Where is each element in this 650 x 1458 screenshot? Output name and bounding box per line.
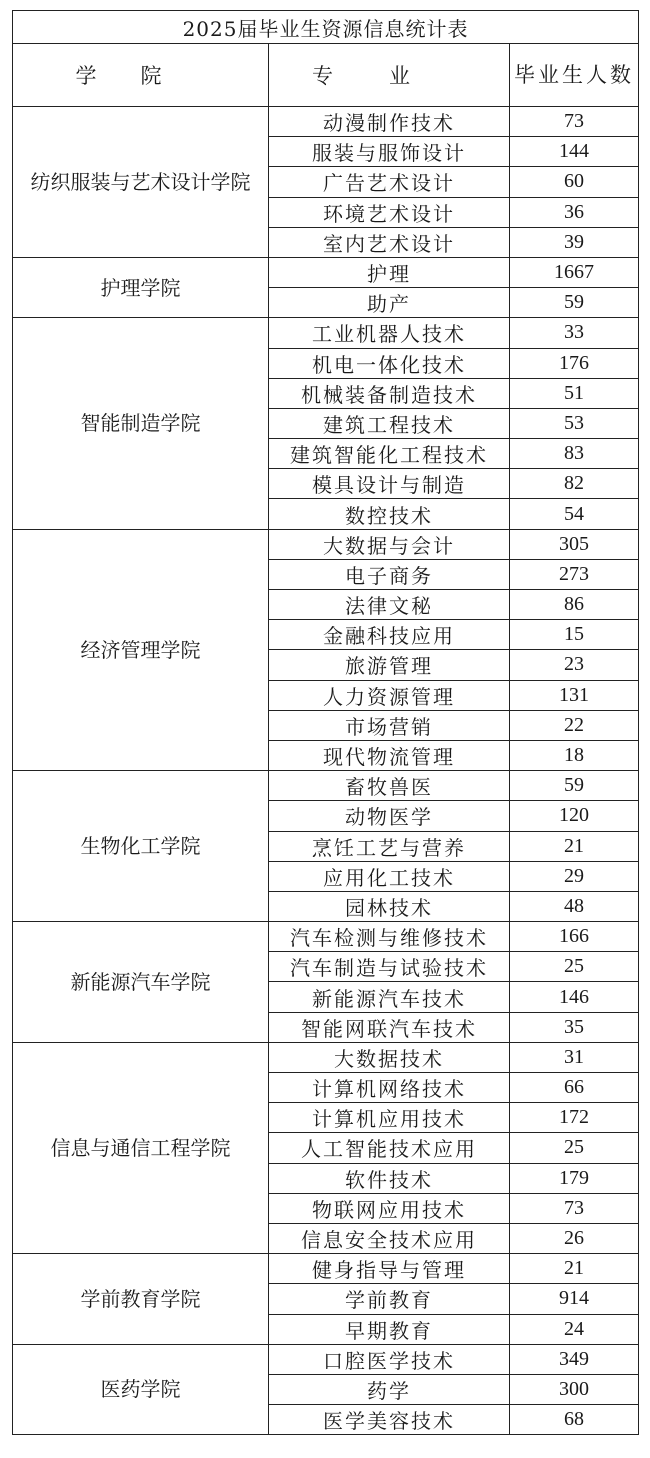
graduate-count-cell: 26 <box>510 1223 639 1253</box>
graduate-count-cell: 144 <box>510 137 639 167</box>
graduate-count-cell: 179 <box>510 1163 639 1193</box>
graduate-count-cell: 33 <box>510 318 639 348</box>
graduate-count-cell: 349 <box>510 1344 639 1374</box>
graduate-count-cell: 73 <box>510 107 639 137</box>
major-name-cell: 汽车检测与维修技术 <box>269 922 510 952</box>
graduate-count-cell: 48 <box>510 891 639 921</box>
major-name-cell: 计算机应用技术 <box>269 1103 510 1133</box>
college-name-cell: 智能制造学院 <box>13 318 269 529</box>
major-name-cell: 模具设计与制造 <box>269 469 510 499</box>
major-name-cell: 室内艺术设计 <box>269 227 510 257</box>
table-row <box>13 1344 639 1374</box>
graduate-count-cell: 131 <box>510 680 639 710</box>
statistics-table-container <box>12 10 638 1435</box>
major-name-cell: 工业机器人技术 <box>269 318 510 348</box>
major-name-cell: 口腔医学技术 <box>269 1344 510 1374</box>
major-name-cell: 电子商务 <box>269 559 510 589</box>
major-name-cell: 智能网联汽车技术 <box>269 1012 510 1042</box>
major-name-cell: 广告艺术设计 <box>269 167 510 197</box>
graduate-count-cell: 273 <box>510 559 639 589</box>
graduate-count-cell: 25 <box>510 1133 639 1163</box>
graduate-count-cell: 39 <box>510 227 639 257</box>
major-name-cell: 机械装备制造技术 <box>269 378 510 408</box>
major-name-cell: 计算机网络技术 <box>269 1073 510 1103</box>
header-college: 学院 <box>13 44 269 107</box>
college-name-cell: 生物化工学院 <box>13 771 269 922</box>
graduate-count-cell: 51 <box>510 378 639 408</box>
graduate-statistics-table <box>12 10 639 1435</box>
college-name-cell: 学前教育学院 <box>13 1254 269 1345</box>
major-name-cell: 早期教育 <box>269 1314 510 1344</box>
table-title-row <box>13 11 639 44</box>
major-name-cell: 软件技术 <box>269 1163 510 1193</box>
graduate-count-cell: 60 <box>510 167 639 197</box>
graduate-count-cell: 23 <box>510 650 639 680</box>
graduate-count-cell: 22 <box>510 710 639 740</box>
table-row <box>13 922 639 952</box>
graduate-count-cell: 82 <box>510 469 639 499</box>
major-name-cell: 助产 <box>269 288 510 318</box>
header-graduate-count: 毕业生人数 <box>510 44 639 107</box>
major-name-cell: 金融科技应用 <box>269 620 510 650</box>
major-name-cell: 药学 <box>269 1374 510 1404</box>
major-name-cell: 学前教育 <box>269 1284 510 1314</box>
graduate-count-cell: 36 <box>510 197 639 227</box>
graduate-count-cell: 172 <box>510 1103 639 1133</box>
graduate-count-cell: 914 <box>510 1284 639 1314</box>
major-name-cell: 机电一体化技术 <box>269 348 510 378</box>
major-name-cell: 护理 <box>269 257 510 287</box>
graduate-count-cell: 86 <box>510 590 639 620</box>
table-row <box>13 107 639 137</box>
major-name-cell: 服装与服饰设计 <box>269 137 510 167</box>
table-header-row <box>13 44 639 107</box>
major-name-cell: 应用化工技术 <box>269 861 510 891</box>
major-name-cell: 法律文秘 <box>269 590 510 620</box>
graduate-count-cell: 146 <box>510 982 639 1012</box>
major-name-cell: 动物医学 <box>269 801 510 831</box>
graduate-count-cell: 54 <box>510 499 639 529</box>
major-name-cell: 人工智能技术应用 <box>269 1133 510 1163</box>
major-name-cell: 医学美容技术 <box>269 1405 510 1435</box>
major-name-cell: 园林技术 <box>269 891 510 921</box>
graduate-count-cell: 300 <box>510 1374 639 1404</box>
college-name-cell: 护理学院 <box>13 257 269 317</box>
graduate-count-cell: 1667 <box>510 257 639 287</box>
graduate-count-cell: 53 <box>510 408 639 438</box>
graduate-count-cell: 59 <box>510 288 639 318</box>
graduate-count-cell: 68 <box>510 1405 639 1435</box>
major-name-cell: 大数据技术 <box>269 1042 510 1072</box>
major-name-cell: 环境艺术设计 <box>269 197 510 227</box>
major-name-cell: 烹饪工艺与营养 <box>269 831 510 861</box>
graduate-count-cell: 176 <box>510 348 639 378</box>
table-row <box>13 257 639 287</box>
college-name-cell: 纺织服装与艺术设计学院 <box>13 107 269 258</box>
major-name-cell: 新能源汽车技术 <box>269 982 510 1012</box>
major-name-cell: 人力资源管理 <box>269 680 510 710</box>
major-name-cell: 信息安全技术应用 <box>269 1223 510 1253</box>
major-name-cell: 市场营销 <box>269 710 510 740</box>
major-name-cell: 建筑工程技术 <box>269 408 510 438</box>
major-name-cell: 现代物流管理 <box>269 740 510 770</box>
major-name-cell: 大数据与会计 <box>269 529 510 559</box>
graduate-count-cell: 18 <box>510 740 639 770</box>
table-row <box>13 529 639 559</box>
graduate-count-cell: 66 <box>510 1073 639 1103</box>
graduate-count-cell: 120 <box>510 801 639 831</box>
college-name-cell: 新能源汽车学院 <box>13 922 269 1043</box>
graduate-count-cell: 15 <box>510 620 639 650</box>
table-row <box>13 1254 639 1284</box>
major-name-cell: 汽车制造与试验技术 <box>269 952 510 982</box>
table-row <box>13 1042 639 1072</box>
major-name-cell: 健身指导与管理 <box>269 1254 510 1284</box>
graduate-count-cell: 24 <box>510 1314 639 1344</box>
table-title: 2025届毕业生资源信息统计表 <box>13 11 639 44</box>
graduate-count-cell: 59 <box>510 771 639 801</box>
graduate-count-cell: 29 <box>510 861 639 891</box>
graduate-count-cell: 73 <box>510 1193 639 1223</box>
college-name-cell: 经济管理学院 <box>13 529 269 771</box>
major-name-cell: 旅游管理 <box>269 650 510 680</box>
college-name-cell: 医药学院 <box>13 1344 269 1435</box>
major-name-cell: 动漫制作技术 <box>269 107 510 137</box>
table-row <box>13 771 639 801</box>
table-row <box>13 318 639 348</box>
graduate-count-cell: 35 <box>510 1012 639 1042</box>
major-name-cell: 数控技术 <box>269 499 510 529</box>
major-name-cell: 物联网应用技术 <box>269 1193 510 1223</box>
graduate-count-cell: 305 <box>510 529 639 559</box>
header-major: 专业 <box>269 44 510 107</box>
graduate-count-cell: 21 <box>510 831 639 861</box>
college-name-cell: 信息与通信工程学院 <box>13 1042 269 1253</box>
graduate-count-cell: 166 <box>510 922 639 952</box>
graduate-count-cell: 21 <box>510 1254 639 1284</box>
major-name-cell: 建筑智能化工程技术 <box>269 439 510 469</box>
graduate-count-cell: 83 <box>510 439 639 469</box>
graduate-count-cell: 25 <box>510 952 639 982</box>
major-name-cell: 畜牧兽医 <box>269 771 510 801</box>
graduate-count-cell: 31 <box>510 1042 639 1072</box>
